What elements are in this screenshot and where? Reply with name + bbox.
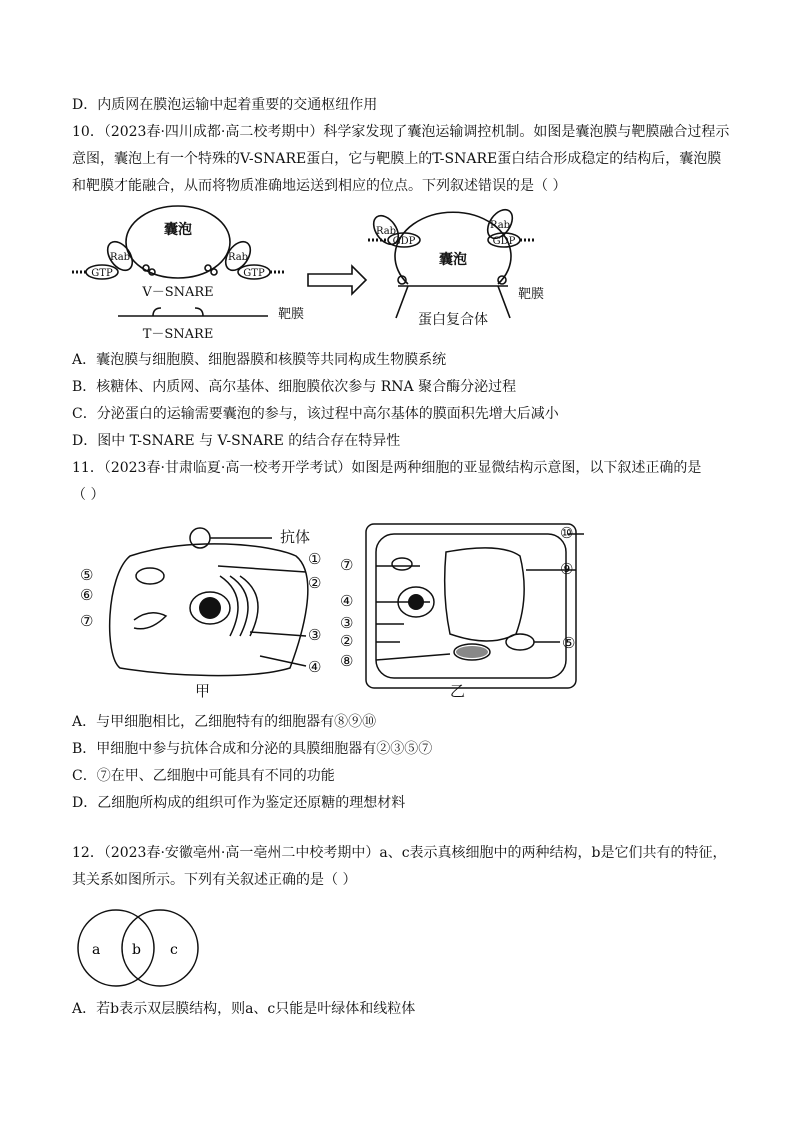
right-gtp-label: GTP <box>243 268 265 279</box>
q10-option-b: B．核糖体、内质网、高尔基体、细胞膜依次参与 RNA 聚合酶分泌过程 <box>72 379 517 395</box>
yi-label-10: ⑩ <box>560 524 574 542</box>
q9-option-d: D．内质网在膜泡运输中起着重要的交通枢纽作用 <box>72 97 378 113</box>
q10-stem-line3: 和靶膜才能融合，从而将物质准确地运送到相应的位点。下列叙述错误的是（ ） <box>72 178 567 194</box>
q10-stem-line1: 10．（2023春·四川成都·高二校考期中）科学家发现了囊泡运输调控机制。如图是囊泡膜与靶膜融合过程示 <box>72 124 730 140</box>
q11-option-d: D．乙细胞所构成的组织可作为鉴定还原糖的理想材料 <box>72 795 406 811</box>
yi-label-7: ⑦ <box>340 556 354 574</box>
antibody-label: 抗体 <box>280 528 311 546</box>
q10-option-a: A．囊泡膜与细胞膜、细胞器膜和核膜等共同构成生物膜系统 <box>72 352 447 368</box>
yi-label-8: ⑧ <box>340 652 354 670</box>
label-6: ⑥ <box>80 586 94 604</box>
label-2: ② <box>308 574 322 592</box>
vesicle-fusion-diagram <box>68 204 588 344</box>
yi-label-4: ④ <box>340 592 354 610</box>
yi-label-2: ② <box>340 632 354 650</box>
right-fig-gdp2: GDP <box>492 236 516 247</box>
venn-label-c: c <box>170 942 178 958</box>
cell-jia-label: 甲 <box>195 682 211 700</box>
left-vesicle-outline <box>126 206 230 278</box>
target-membrane-label-right: 靶膜 <box>518 287 545 302</box>
q11-stem-line2: （ ） <box>72 487 105 503</box>
q12-stem-line2: 其关系如图所示。下列有关叙述正确的是（ ） <box>72 872 357 888</box>
right-vesicle-label: 囊泡 <box>439 252 467 268</box>
target-membrane-label-left: 靶膜 <box>278 307 305 322</box>
v-snare-label: V－SNARE <box>142 285 214 300</box>
yi-label-5: ⑤ <box>562 634 576 652</box>
t-snare-label: T－SNARE <box>142 327 214 342</box>
yi-label-9: ⑨ <box>560 560 574 578</box>
label-1: ① <box>308 550 322 568</box>
right-fig-gdp1: GDP <box>392 236 416 247</box>
label-3: ③ <box>308 626 322 644</box>
complex-label: 蛋白复合体 <box>418 312 488 328</box>
label-5: ⑤ <box>80 566 94 584</box>
q10-option-c: C．分泌蛋白的运输需要囊泡的参与，该过程中高尔基体的膜面积先增大后减小 <box>72 406 559 422</box>
venn-diagram <box>72 906 204 990</box>
left-gtp-label: GTP <box>91 268 113 279</box>
two-cell-diagram <box>70 516 590 701</box>
right-rab-label: Rab <box>227 252 249 263</box>
left-rab-label: Rab <box>109 252 131 263</box>
q12-option-a: A．若b表示双层膜结构，则a、c只能是叶绿体和线粒体 <box>72 1001 416 1017</box>
cell-yi-label: 乙 <box>450 682 466 700</box>
label-7: ⑦ <box>80 612 94 630</box>
left-vesicle-label: 囊泡 <box>164 222 192 238</box>
q10-stem-line2: 意图，囊泡上有一个特殊的V-SNARE蛋白，它与靶膜上的T-SNARE蛋白结合形成稳定的结构后，囊泡膜 <box>72 151 722 167</box>
vacuole <box>445 548 524 641</box>
q11-option-b: B．甲细胞中参与抗体合成和分泌的具膜细胞器有②③⑤⑦ <box>72 741 433 757</box>
right-fig-rab2: Rab <box>489 220 511 231</box>
q11-stem-line1: 11．（2023春·甘肃临夏·高一校考开学考试）如图是两种细胞的亚显微结构示意图，以下叙述正确的是 <box>72 460 702 476</box>
q11-option-a: A．与甲细胞相比，乙细胞特有的细胞器有⑧⑨⑩ <box>72 714 377 730</box>
venn-label-a: a <box>92 942 101 958</box>
right-fig-rab1: Rab <box>375 226 397 237</box>
venn-label-b: b <box>132 942 141 958</box>
yi-label-3: ③ <box>340 614 354 632</box>
circle-a <box>78 910 154 986</box>
q11-option-c: C．⑦在甲、乙细胞中可能具有不同的功能 <box>72 768 335 784</box>
q12-stem-line1: 12．（2023春·安徽亳州·高一亳州二中校考期中）a、c表示真核细胞中的两种结构，b是它们共有的特征， <box>72 845 727 861</box>
label-4: ④ <box>308 658 322 676</box>
q10-option-d: D．图中 T-SNARE 与 V-SNARE 的结合存在特异性 <box>72 433 401 449</box>
